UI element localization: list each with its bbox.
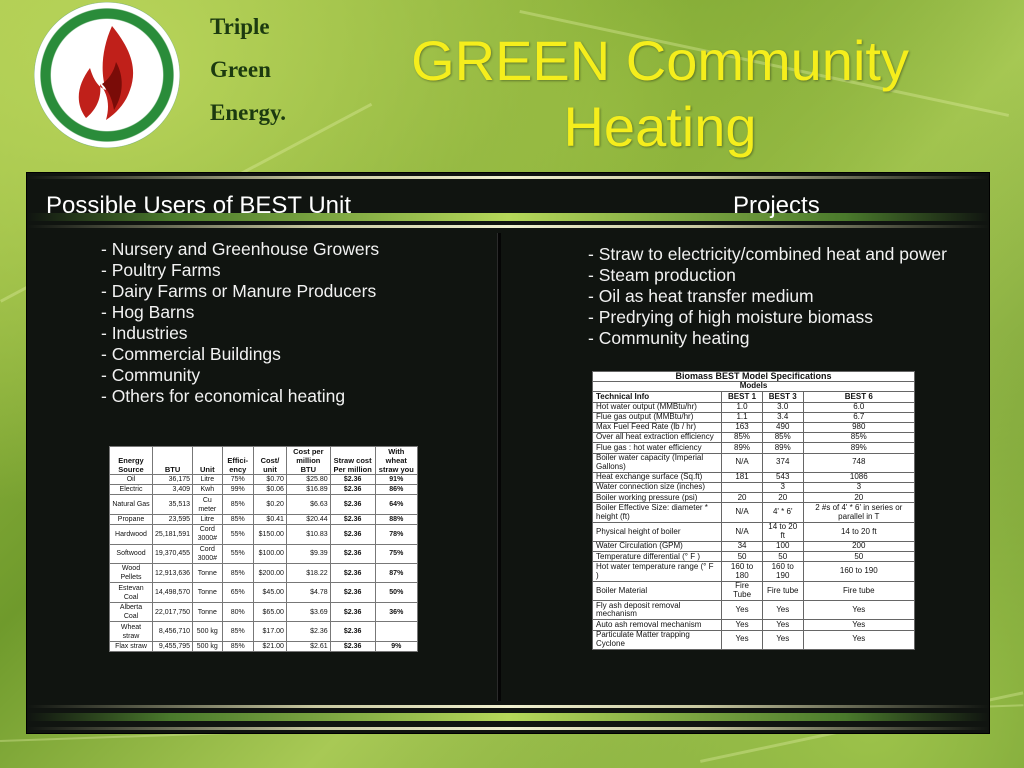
model-header: BEST 3 xyxy=(762,392,803,402)
table-cell: $0.20 xyxy=(253,495,286,514)
table-cell: $150.00 xyxy=(253,525,286,544)
brand-line-1: Triple xyxy=(210,14,270,39)
table-cell: Yes xyxy=(722,620,763,630)
table-cell: Wheat straw xyxy=(110,622,153,641)
table-cell: Flax straw xyxy=(110,641,153,651)
table-cell: Boiler Effective Size: diameter * height (ft) xyxy=(593,503,722,522)
table-row xyxy=(110,485,418,495)
table-row xyxy=(110,475,418,485)
table-cell: 35,513 xyxy=(153,495,193,514)
table-cell: 78% xyxy=(375,525,417,544)
table-cell: Alberta Coal xyxy=(110,602,153,621)
top-rule xyxy=(27,176,989,179)
table-cell: 20 xyxy=(762,493,803,503)
table-cell: Tonne xyxy=(193,583,222,602)
table-row xyxy=(110,602,418,621)
table-cell: Yes xyxy=(803,620,914,630)
table-cell: 75% xyxy=(222,475,253,485)
column-header: Cost per million BTU xyxy=(286,447,330,475)
table-row xyxy=(110,563,418,582)
spec-table-title: Biomass BEST Model Specifications xyxy=(593,372,915,382)
table-cell: 3 xyxy=(762,483,803,493)
table-row xyxy=(593,472,915,482)
table-row xyxy=(110,525,418,544)
table-cell: $2.36 xyxy=(286,622,330,641)
table-cell: 160 to 180 xyxy=(722,562,763,581)
left-heading: Possible Users of BEST Unit xyxy=(46,192,352,219)
list-item: - Oil as heat transfer medium xyxy=(588,286,814,306)
table-row xyxy=(593,542,915,552)
table-cell: 748 xyxy=(803,453,914,472)
table-cell: $2.36 xyxy=(330,475,375,485)
table-cell: Hardwood xyxy=(110,525,153,544)
table-cell: 1.1 xyxy=(722,412,763,422)
table-cell: Natural Gas xyxy=(110,495,153,514)
table-row xyxy=(593,630,915,649)
table-cell: 88% xyxy=(375,514,417,524)
table-cell: 86% xyxy=(375,485,417,495)
column-header: Straw cost Per million xyxy=(330,447,375,475)
table-cell: Physical height of boiler xyxy=(593,522,722,541)
spec-header-row xyxy=(593,392,915,402)
table-cell: N/A xyxy=(722,503,763,522)
table-cell: Tonne xyxy=(193,602,222,621)
table-cell: Estevan Coal xyxy=(110,583,153,602)
table-row xyxy=(593,522,915,541)
table-cell: $2.36 xyxy=(330,544,375,563)
table-cell: Water connection size (inches) xyxy=(593,483,722,493)
table-cell: $2.36 xyxy=(330,525,375,544)
table-row xyxy=(593,483,915,493)
list-item: - Dairy Farms or Manure Producers xyxy=(101,281,377,301)
table-row xyxy=(593,412,915,422)
column-header: Effici- ency xyxy=(222,447,253,475)
table-cell: $4.78 xyxy=(286,583,330,602)
table-cell: $65.00 xyxy=(253,602,286,621)
table-cell: Over all heat extraction efficiency xyxy=(593,433,722,443)
table-cell: 75% xyxy=(375,544,417,563)
table-row xyxy=(593,402,915,412)
table-cell: $100.00 xyxy=(253,544,286,563)
table-cell: Kwh xyxy=(193,485,222,495)
table-cell: 1.0 xyxy=(722,402,763,412)
table-cell: 1086 xyxy=(803,472,914,482)
right-heading: Projects xyxy=(733,192,820,219)
table-cell: 85% xyxy=(803,433,914,443)
spec-models-row xyxy=(593,382,915,392)
table-cell: 55% xyxy=(222,525,253,544)
table-cell: 3.4 xyxy=(762,412,803,422)
table-cell: 19,370,455 xyxy=(153,544,193,563)
table-cell: 85% xyxy=(222,495,253,514)
table-cell: Yes xyxy=(722,601,763,620)
table-header-row xyxy=(110,447,418,475)
table-cell: Cord 3000# xyxy=(193,544,222,563)
table-cell: $17.00 xyxy=(253,622,286,641)
table-cell: 3,409 xyxy=(153,485,193,495)
table-cell: 87% xyxy=(375,563,417,582)
table-cell: 22,017,750 xyxy=(153,602,193,621)
table-cell: $6.63 xyxy=(286,495,330,514)
table-cell: Softwood xyxy=(110,544,153,563)
model-header: BEST 6 xyxy=(803,392,914,402)
table-cell: 500 kg xyxy=(193,622,222,641)
table-cell: Wood Pellets xyxy=(110,563,153,582)
list-item: - Steam production xyxy=(588,265,736,285)
table-row xyxy=(110,583,418,602)
table-cell: Electric xyxy=(110,485,153,495)
models-label: Models xyxy=(593,382,915,392)
table-row xyxy=(110,514,418,524)
table-row xyxy=(593,581,915,600)
table-cell: N/A xyxy=(722,453,763,472)
table-cell: 160 to 190 xyxy=(762,562,803,581)
column-header: BTU xyxy=(153,447,193,475)
list-item: - Commercial Buildings xyxy=(101,344,281,364)
table-cell: 99% xyxy=(222,485,253,495)
table-cell: Yes xyxy=(762,620,803,630)
column-header: Unit xyxy=(193,447,222,475)
table-cell: $2.36 xyxy=(330,602,375,621)
table-cell: 14 to 20 ft xyxy=(803,522,914,541)
table-cell: Litre xyxy=(193,514,222,524)
bottom-rule xyxy=(27,727,989,730)
table-cell: Heat exchange surface (Sq.ft) xyxy=(593,472,722,482)
table-row xyxy=(593,453,915,472)
table-cell: $2.61 xyxy=(286,641,330,651)
table-cell: $2.36 xyxy=(330,583,375,602)
table-cell: $2.36 xyxy=(330,495,375,514)
table-cell: Boiler water capacity (Imperial Gallons) xyxy=(593,453,722,472)
table-cell: 50 xyxy=(762,552,803,562)
table-cell: Water Circulation (GPM) xyxy=(593,542,722,552)
page-title xyxy=(370,28,950,160)
table-cell: Flue gas : hot water efficiency xyxy=(593,443,722,453)
table-row xyxy=(110,641,418,651)
triple-green-logo xyxy=(34,2,180,148)
tech-info-label: Technical Info xyxy=(593,392,722,402)
table-cell: 12,913,636 xyxy=(153,563,193,582)
table-cell: $0.70 xyxy=(253,475,286,485)
table-row xyxy=(593,601,915,620)
energy-cost-table xyxy=(109,446,418,652)
table-row xyxy=(593,422,915,432)
table-cell: 25,181,591 xyxy=(153,525,193,544)
brand-line-3: Energy. xyxy=(210,100,287,125)
table-row xyxy=(593,433,915,443)
table-cell: $200.00 xyxy=(253,563,286,582)
table-row xyxy=(593,552,915,562)
table-cell: $18.22 xyxy=(286,563,330,582)
table-cell: Propane xyxy=(110,514,153,524)
table-cell: 50 xyxy=(803,552,914,562)
spec-title-row xyxy=(593,372,915,382)
table-row xyxy=(593,620,915,630)
table-cell: 89% xyxy=(722,443,763,453)
table-cell: $9.39 xyxy=(286,544,330,563)
table-cell: Flue gas output (MMBtu/hr) xyxy=(593,412,722,422)
table-cell: 163 xyxy=(722,422,763,432)
table-cell: Yes xyxy=(762,630,803,649)
table-cell: Hot water temperature range (° F ) xyxy=(593,562,722,581)
table-cell: 55% xyxy=(222,544,253,563)
table-row xyxy=(110,544,418,563)
table-cell: 6.0 xyxy=(803,402,914,412)
table-cell: Cu meter xyxy=(193,495,222,514)
title-line-2: Heating xyxy=(563,95,757,158)
table-cell: Fly ash deposit removal mechanism xyxy=(593,601,722,620)
table-cell: $20.44 xyxy=(286,514,330,524)
header-rule xyxy=(27,225,989,228)
table-cell: 8,456,710 xyxy=(153,622,193,641)
table-cell: 64% xyxy=(375,495,417,514)
table-cell: $0.06 xyxy=(253,485,286,495)
table-cell: 3 xyxy=(803,483,914,493)
table-row xyxy=(593,493,915,503)
table-cell: Boiler Material xyxy=(593,581,722,600)
table-cell: Hot water output (MMBtu/hr) xyxy=(593,402,722,412)
table-cell: 6.7 xyxy=(803,412,914,422)
table-cell: Litre xyxy=(193,475,222,485)
table-cell: 490 xyxy=(762,422,803,432)
table-cell: $21.00 xyxy=(253,641,286,651)
table-cell: 34 xyxy=(722,542,763,552)
table-cell: $3.69 xyxy=(286,602,330,621)
table-cell: 20 xyxy=(722,493,763,503)
brand-line-2: Green xyxy=(210,57,271,82)
table-cell: 20 xyxy=(803,493,914,503)
table-cell: 36,175 xyxy=(153,475,193,485)
footer-stripe xyxy=(27,713,989,721)
table-cell: 36% xyxy=(375,602,417,621)
list-item: - Poultry Farms xyxy=(101,260,221,280)
table-cell: $2.36 xyxy=(330,485,375,495)
spec-table xyxy=(592,371,915,650)
table-cell: 50% xyxy=(375,583,417,602)
table-row xyxy=(110,495,418,514)
table-cell: 89% xyxy=(762,443,803,453)
table-cell: 65% xyxy=(222,583,253,602)
table-cell: Temperature differential (° F ) xyxy=(593,552,722,562)
table-cell: 85% xyxy=(222,622,253,641)
list-item: - Community heating xyxy=(588,328,750,348)
footer-rule xyxy=(27,705,989,708)
table-row xyxy=(110,622,418,641)
table-cell xyxy=(722,483,763,493)
list-item: - Straw to electricity/combined heat and power xyxy=(588,244,947,264)
list-item: - Industries xyxy=(101,323,188,343)
table-cell: 89% xyxy=(803,443,914,453)
table-cell: $2.36 xyxy=(330,641,375,651)
table-cell: 9% xyxy=(375,641,417,651)
table-cell: 14,498,570 xyxy=(153,583,193,602)
table-cell: 500 kg xyxy=(193,641,222,651)
table-cell: N/A xyxy=(722,522,763,541)
list-item: - Community xyxy=(101,365,201,385)
table-cell: Yes xyxy=(803,601,914,620)
table-cell: 980 xyxy=(803,422,914,432)
table-cell: 9,455,795 xyxy=(153,641,193,651)
title-line-1: GREEN Community xyxy=(411,29,909,92)
table-cell: Yes xyxy=(762,601,803,620)
model-header: BEST 1 xyxy=(722,392,763,402)
table-cell: Yes xyxy=(803,630,914,649)
table-cell: 85% xyxy=(762,433,803,443)
table-cell: 181 xyxy=(722,472,763,482)
table-cell: 3.0 xyxy=(762,402,803,412)
list-item: - Hog Barns xyxy=(101,302,195,322)
table-cell: 200 xyxy=(803,542,914,552)
table-cell: $2.36 xyxy=(330,622,375,641)
table-cell: 80% xyxy=(222,602,253,621)
table-cell: Auto ash removal mechanism xyxy=(593,620,722,630)
table-cell: 4' * 6' xyxy=(762,503,803,522)
table-cell: Oil xyxy=(110,475,153,485)
table-cell: Cord 3000# xyxy=(193,525,222,544)
table-cell: $10.83 xyxy=(286,525,330,544)
table-cell: 23,595 xyxy=(153,514,193,524)
energy-table-body xyxy=(110,475,418,652)
table-cell: Tonne xyxy=(193,563,222,582)
table-cell: 85% xyxy=(722,433,763,443)
list-item: - Nursery and Greenhouse Growers xyxy=(101,239,380,259)
table-cell: Max Fuel Feed Rate (lb / hr) xyxy=(593,422,722,432)
table-cell: 100 xyxy=(762,542,803,552)
table-cell: 50 xyxy=(722,552,763,562)
table-cell xyxy=(375,622,417,641)
table-cell: 160 to 190 xyxy=(803,562,914,581)
spec-table-body xyxy=(593,402,915,649)
list-item: - Predrying of high moisture biomass xyxy=(588,307,873,327)
table-cell: $0.41 xyxy=(253,514,286,524)
users-list xyxy=(101,239,379,407)
table-cell: Fire tube xyxy=(803,581,914,600)
table-cell: Yes xyxy=(722,630,763,649)
table-cell: Fire Tube xyxy=(722,581,763,600)
column-header: Cost/ unit xyxy=(253,447,286,475)
table-row xyxy=(593,562,915,581)
table-row xyxy=(593,503,915,522)
table-cell: $16.89 xyxy=(286,485,330,495)
table-cell: 543 xyxy=(762,472,803,482)
table-cell: $2.36 xyxy=(330,563,375,582)
table-row xyxy=(593,443,915,453)
table-cell: 14 to 20 ft xyxy=(762,522,803,541)
table-cell: 2 #s of 4' * 6' in series or parallel in T xyxy=(803,503,914,522)
table-cell: 85% xyxy=(222,641,253,651)
table-cell: 374 xyxy=(762,453,803,472)
table-cell: $25.80 xyxy=(286,475,330,485)
table-cell: 91% xyxy=(375,475,417,485)
table-cell: $45.00 xyxy=(253,583,286,602)
table-cell: 85% xyxy=(222,563,253,582)
column-header: Energy Source xyxy=(110,447,153,475)
projects-list xyxy=(588,244,947,349)
table-cell: $2.36 xyxy=(330,514,375,524)
table-cell: 85% xyxy=(222,514,253,524)
table-cell: Particulate Matter trapping Cyclone xyxy=(593,630,722,649)
table-cell: Boiler working pressure (psi) xyxy=(593,493,722,503)
column-divider xyxy=(497,233,501,701)
table-cell: Fire tube xyxy=(762,581,803,600)
list-item: - Others for economical heating xyxy=(101,386,346,406)
column-header: With wheat straw you xyxy=(375,447,417,475)
flame-icon xyxy=(34,2,180,148)
